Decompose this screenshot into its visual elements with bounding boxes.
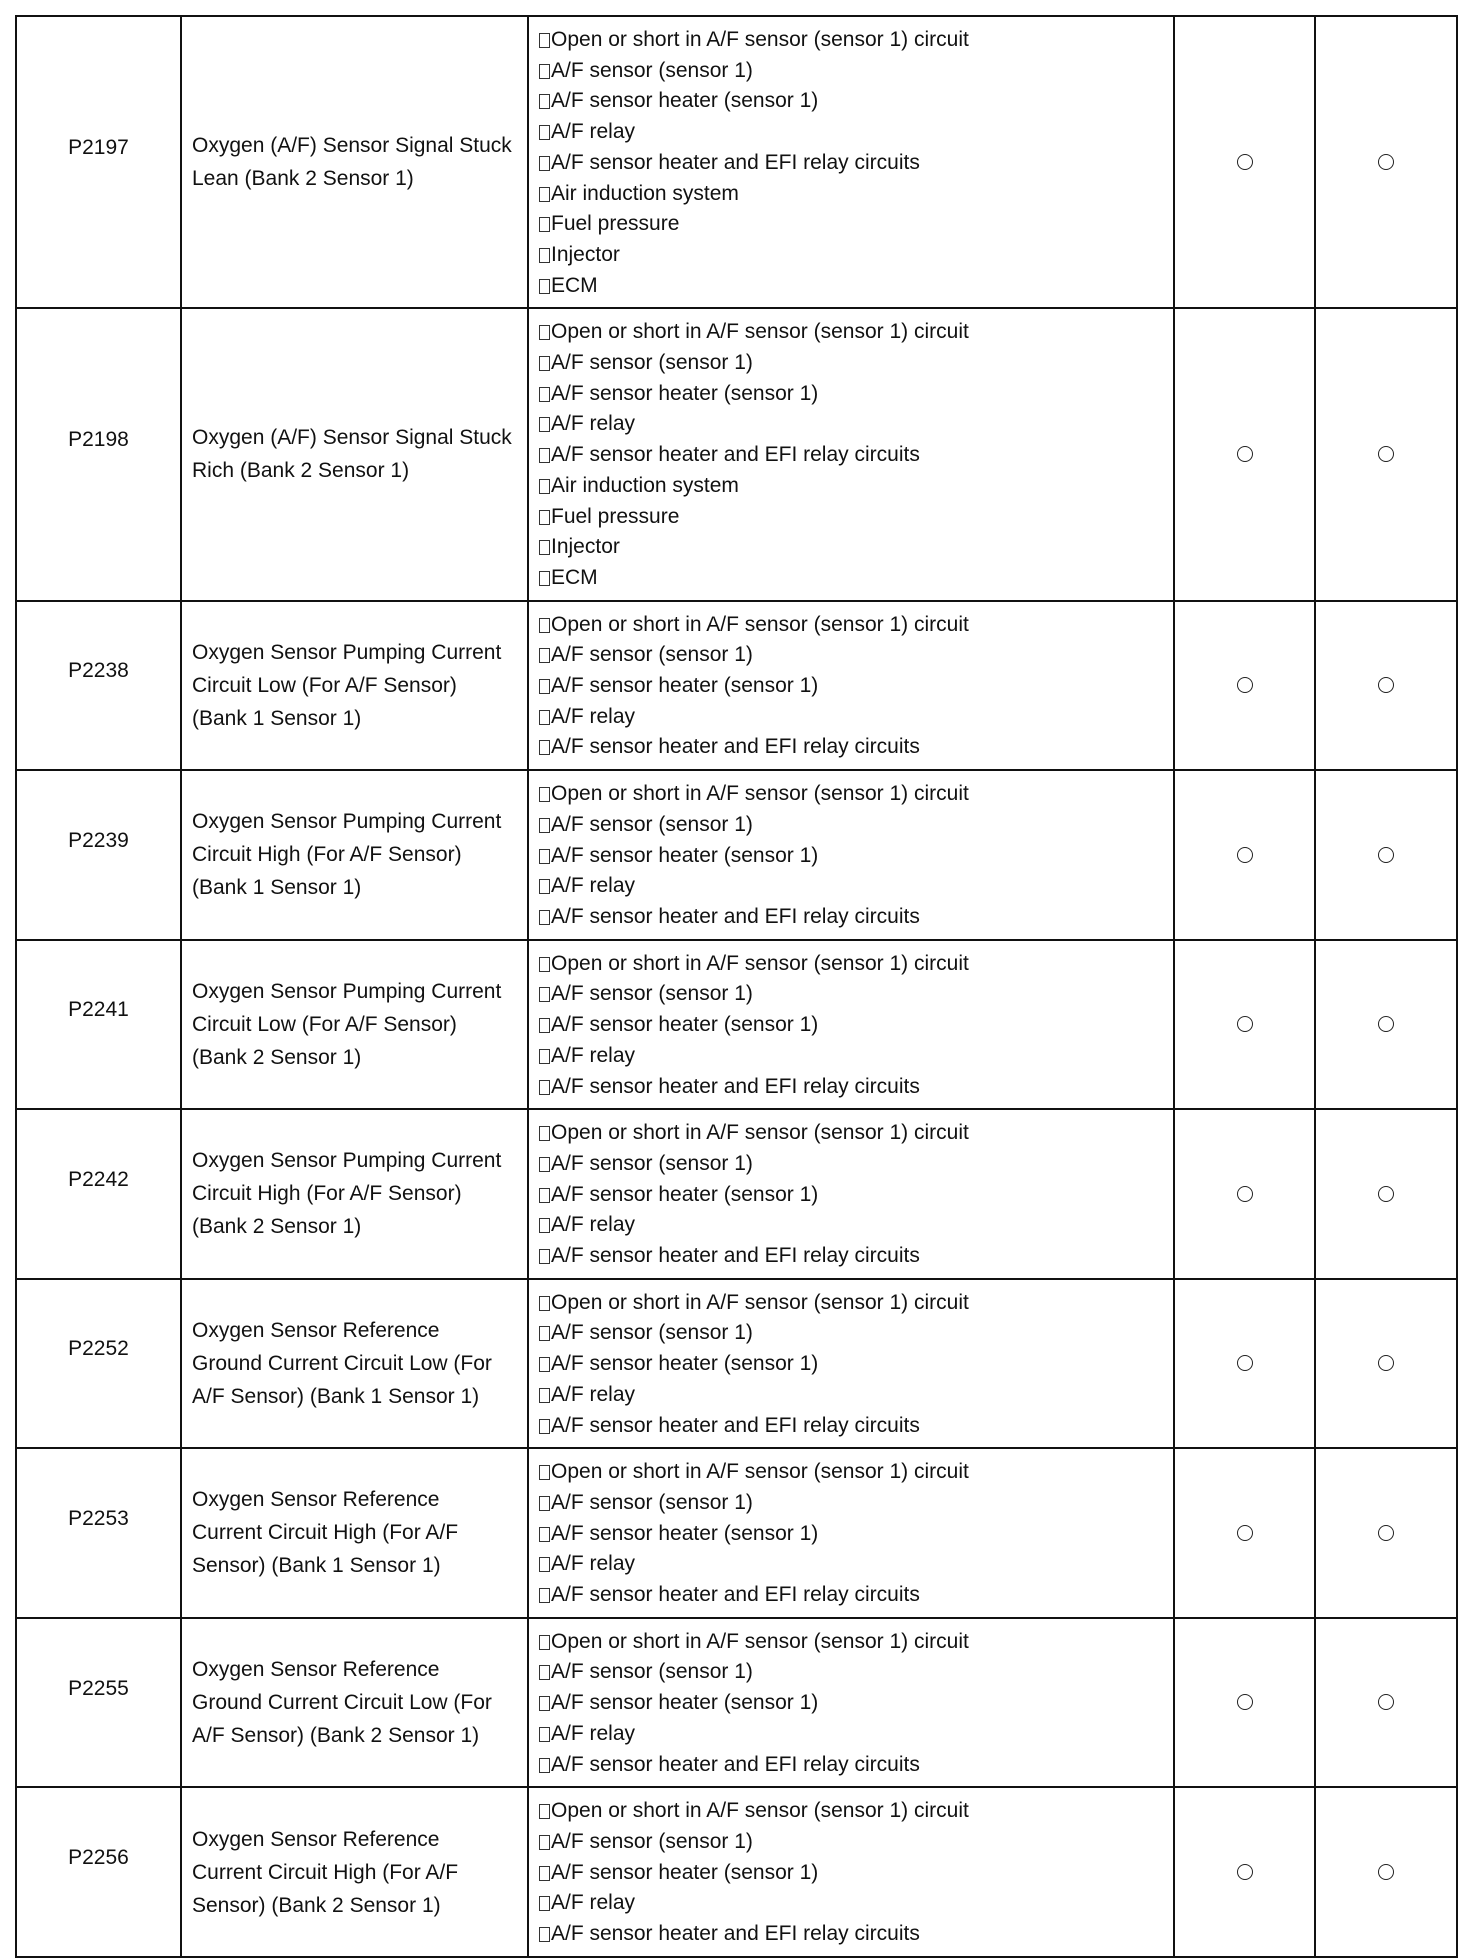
trouble-area-text: A/F sensor (sensor 1) xyxy=(551,982,753,1006)
list-item xyxy=(539,271,1169,302)
trouble-area-text: A/F relay xyxy=(551,874,636,898)
bullet-box-icon xyxy=(539,187,550,202)
memory-cell xyxy=(1315,940,1457,1110)
trouble-area-text: A/F sensor heater and EFI relay circuits xyxy=(551,1922,920,1946)
list-item xyxy=(539,1488,1169,1519)
trouble-area-text: Open or short in A/F sensor (sensor 1) circuit xyxy=(551,1460,969,1484)
list-item xyxy=(539,1072,1169,1103)
list-item xyxy=(539,240,1169,271)
trouble-area-text: A/F sensor (sensor 1) xyxy=(551,58,753,82)
table-row xyxy=(16,940,1457,1110)
circle-icon xyxy=(1237,1864,1253,1880)
trouble-area-list xyxy=(539,1457,1169,1611)
bullet-box-icon xyxy=(539,279,550,294)
bullet-box-icon xyxy=(539,387,550,402)
list-item xyxy=(539,1750,1169,1781)
list-item xyxy=(539,779,1169,810)
trouble-area-text: A/F sensor heater and EFI relay circuits xyxy=(551,1074,920,1098)
list-item xyxy=(539,702,1169,733)
dtc-table-body xyxy=(16,16,1457,1957)
dtc-table xyxy=(15,15,1458,1958)
trouble-area-text: A/F relay xyxy=(551,1382,636,1406)
bullet-box-icon xyxy=(539,1866,550,1881)
circle-icon xyxy=(1378,1525,1394,1541)
trouble-area-text: A/F sensor heater and EFI relay circuits xyxy=(551,1413,920,1437)
bullet-box-icon xyxy=(539,1018,550,1033)
detection-item: Oxygen Sensor Pumping Current Circuit Low (For A/F Sensor) (Bank 2 Sensor 1) xyxy=(181,940,528,1110)
trouble-area-text: A/F sensor heater (sensor 1) xyxy=(551,1013,819,1037)
list-item xyxy=(539,902,1169,933)
trouble-area-text: A/F sensor heater (sensor 1) xyxy=(551,843,819,867)
trouble-area-text: Fuel pressure xyxy=(551,504,680,528)
trouble-area-text: A/F sensor heater and EFI relay circuits xyxy=(551,150,920,174)
memory-cell xyxy=(1315,1448,1457,1618)
trouble-area-text: Open or short in A/F sensor (sensor 1) circuit xyxy=(551,782,969,806)
dtc-code: P2197 xyxy=(16,16,181,308)
trouble-area-text: Open or short in A/F sensor (sensor 1) circuit xyxy=(551,1629,969,1653)
detection-item: Oxygen (A/F) Sensor Signal Stuck Lean (Bank 2 Sensor 1) xyxy=(181,16,528,308)
trouble-area-list xyxy=(539,779,1169,933)
trouble-area-text: Fuel pressure xyxy=(551,212,680,236)
bullet-box-icon xyxy=(539,94,550,109)
mil-cell xyxy=(1174,16,1315,308)
trouble-area-text: A/F sensor heater (sensor 1) xyxy=(551,674,819,698)
circle-icon xyxy=(1237,446,1253,462)
detection-item: Oxygen Sensor Reference Current Circuit High (For A/F Sensor) (Bank 2 Sensor 1) xyxy=(181,1787,528,1957)
list-item xyxy=(539,1657,1169,1688)
trouble-area-text: A/F sensor heater and EFI relay circuits xyxy=(551,735,920,759)
list-item xyxy=(539,1549,1169,1580)
circle-icon xyxy=(1378,154,1394,170)
dtc-code: P2255 xyxy=(16,1618,181,1788)
circle-icon xyxy=(1378,847,1394,863)
mil-cell xyxy=(1174,601,1315,771)
bullet-box-icon xyxy=(539,648,550,663)
bullet-box-icon xyxy=(539,818,550,833)
trouble-area-text: A/F sensor (sensor 1) xyxy=(551,1660,753,1684)
detection-item: Oxygen Sensor Pumping Current Circuit Low (For A/F Sensor) (Bank 1 Sensor 1) xyxy=(181,601,528,771)
circle-icon xyxy=(1378,1864,1394,1880)
table-row xyxy=(16,601,1457,771)
memory-cell xyxy=(1315,1109,1457,1279)
mil-cell xyxy=(1174,940,1315,1110)
trouble-area-list xyxy=(539,1627,1169,1781)
list-item xyxy=(539,25,1169,56)
trouble-area-text: A/F relay xyxy=(551,1891,636,1915)
list-item xyxy=(539,563,1169,594)
detection-item: Oxygen Sensor Pumping Current Circuit High (For A/F Sensor) (Bank 1 Sensor 1) xyxy=(181,770,528,940)
list-item xyxy=(539,1010,1169,1041)
memory-cell xyxy=(1315,308,1457,600)
trouble-area-list xyxy=(539,610,1169,764)
trouble-area-text: Open or short in A/F sensor (sensor 1) circuit xyxy=(551,951,969,975)
detection-item: Oxygen Sensor Reference Current Circuit High (For A/F Sensor) (Bank 1 Sensor 1) xyxy=(181,1448,528,1618)
bullet-box-icon xyxy=(539,710,550,725)
bullet-box-icon xyxy=(539,1896,550,1911)
trouble-area-text: A/F sensor heater and EFI relay circuits xyxy=(551,1752,920,1776)
trouble-area-text: ECM xyxy=(551,273,598,297)
table-row xyxy=(16,1618,1457,1788)
memory-cell xyxy=(1315,1618,1457,1788)
list-item xyxy=(539,1719,1169,1750)
trouble-area-text: Air induction system xyxy=(551,181,739,205)
list-item xyxy=(539,1919,1169,1950)
trouble-area-text: A/F sensor heater and EFI relay circuits xyxy=(551,443,920,467)
bullet-box-icon xyxy=(539,618,550,633)
list-item xyxy=(539,1688,1169,1719)
detection-item: Oxygen Sensor Pumping Current Circuit High (For A/F Sensor) (Bank 2 Sensor 1) xyxy=(181,1109,528,1279)
dtc-code: P2253 xyxy=(16,1448,181,1618)
trouble-area-text: A/F sensor (sensor 1) xyxy=(551,351,753,375)
dtc-code: P2198 xyxy=(16,308,181,600)
bullet-box-icon xyxy=(539,540,550,555)
table-row xyxy=(16,1109,1457,1279)
bullet-box-icon xyxy=(539,1357,550,1372)
detection-item: Oxygen Sensor Reference Ground Current Circuit Low (For A/F Sensor) (Bank 1 Sensor 1) xyxy=(181,1279,528,1449)
memory-cell xyxy=(1315,1279,1457,1449)
bullet-box-icon xyxy=(539,957,550,972)
list-item xyxy=(539,732,1169,763)
circle-icon xyxy=(1237,1694,1253,1710)
circle-icon xyxy=(1237,154,1253,170)
list-item xyxy=(539,317,1169,348)
list-item xyxy=(539,379,1169,410)
trouble-area-text: A/F sensor (sensor 1) xyxy=(551,1829,753,1853)
mil-cell xyxy=(1174,308,1315,600)
list-item xyxy=(539,979,1169,1010)
trouble-area-text: A/F sensor heater (sensor 1) xyxy=(551,1691,819,1715)
list-item xyxy=(539,949,1169,980)
bullet-box-icon xyxy=(539,356,550,371)
trouble-area xyxy=(528,1448,1174,1618)
bullet-box-icon xyxy=(539,1835,550,1850)
list-item xyxy=(539,1519,1169,1550)
list-item xyxy=(539,502,1169,533)
trouble-area xyxy=(528,940,1174,1110)
circle-icon xyxy=(1237,1016,1253,1032)
detection-item: Oxygen (A/F) Sensor Signal Stuck Rich (Bank 2 Sensor 1) xyxy=(181,308,528,600)
list-item xyxy=(539,610,1169,641)
list-item xyxy=(539,1288,1169,1319)
list-item xyxy=(539,1827,1169,1858)
bullet-box-icon xyxy=(539,248,550,263)
trouble-area-list xyxy=(539,25,1169,301)
list-item xyxy=(539,1180,1169,1211)
list-item xyxy=(539,671,1169,702)
trouble-area-text: A/F relay xyxy=(551,1213,636,1237)
bullet-box-icon xyxy=(539,1126,550,1141)
trouble-area-text: A/F sensor (sensor 1) xyxy=(551,1151,753,1175)
circle-icon xyxy=(1378,446,1394,462)
bullet-box-icon xyxy=(539,1527,550,1542)
table-row xyxy=(16,770,1457,940)
trouble-area-text: A/F sensor heater and EFI relay circuits xyxy=(551,1583,920,1607)
trouble-area-text: Injector xyxy=(551,535,620,559)
dtc-code: P2239 xyxy=(16,770,181,940)
bullet-box-icon xyxy=(539,125,550,140)
trouble-area-text: A/F sensor heater and EFI relay circuits xyxy=(551,1244,920,1268)
trouble-area-text: Open or short in A/F sensor (sensor 1) circuit xyxy=(551,612,969,636)
bullet-box-icon xyxy=(539,1804,550,1819)
trouble-area-list xyxy=(539,317,1169,593)
bullet-box-icon xyxy=(539,1635,550,1650)
circle-icon xyxy=(1378,1186,1394,1202)
trouble-area-text: A/F relay xyxy=(551,1721,636,1745)
trouble-area-text: A/F sensor heater (sensor 1) xyxy=(551,1521,819,1545)
mil-cell xyxy=(1174,1279,1315,1449)
list-item xyxy=(539,1858,1169,1889)
bullet-box-icon xyxy=(539,1419,550,1434)
trouble-area-text: A/F sensor (sensor 1) xyxy=(551,1490,753,1514)
circle-icon xyxy=(1378,1355,1394,1371)
trouble-area xyxy=(528,1109,1174,1279)
trouble-area-text: A/F sensor (sensor 1) xyxy=(551,643,753,667)
bullet-box-icon xyxy=(539,1049,550,1064)
bullet-box-icon xyxy=(539,1249,550,1264)
table-row xyxy=(16,1448,1457,1618)
mil-cell xyxy=(1174,1448,1315,1618)
list-item xyxy=(539,1149,1169,1180)
bullet-box-icon xyxy=(539,1927,550,1942)
list-item xyxy=(539,1210,1169,1241)
trouble-area-text: Open or short in A/F sensor (sensor 1) circuit xyxy=(551,28,969,51)
trouble-area xyxy=(528,1618,1174,1788)
list-item xyxy=(539,810,1169,841)
trouble-area-text: A/F relay xyxy=(551,1043,636,1067)
trouble-area-text: A/F sensor heater (sensor 1) xyxy=(551,381,819,405)
circle-icon xyxy=(1378,1016,1394,1032)
bullet-box-icon xyxy=(539,64,550,79)
trouble-area-text: A/F sensor (sensor 1) xyxy=(551,1321,753,1345)
circle-icon xyxy=(1237,1186,1253,1202)
list-item xyxy=(539,148,1169,179)
trouble-area-text: Air induction system xyxy=(551,473,739,497)
trouble-area-text: A/F relay xyxy=(551,1552,636,1576)
table-row xyxy=(16,1787,1457,1957)
bullet-box-icon xyxy=(539,1557,550,1572)
circle-icon xyxy=(1237,1525,1253,1541)
circle-icon xyxy=(1237,847,1253,863)
bullet-box-icon xyxy=(539,448,550,463)
bullet-box-icon xyxy=(539,987,550,1002)
bullet-box-icon xyxy=(539,1188,550,1203)
list-item xyxy=(539,209,1169,240)
trouble-area-text: Injector xyxy=(551,242,620,266)
detection-item: Oxygen Sensor Reference Ground Current Circuit Low (For A/F Sensor) (Bank 2 Sensor 1) xyxy=(181,1618,528,1788)
bullet-box-icon xyxy=(539,479,550,494)
memory-cell xyxy=(1315,770,1457,940)
memory-cell xyxy=(1315,1787,1457,1957)
bullet-box-icon xyxy=(539,679,550,694)
trouble-area xyxy=(528,308,1174,600)
bullet-box-icon xyxy=(539,1080,550,1095)
list-item xyxy=(539,871,1169,902)
memory-cell xyxy=(1315,601,1457,771)
bullet-box-icon xyxy=(539,1296,550,1311)
trouble-area-text: A/F sensor heater (sensor 1) xyxy=(551,1182,819,1206)
dtc-code: P2238 xyxy=(16,601,181,771)
list-item xyxy=(539,1411,1169,1442)
list-item xyxy=(539,409,1169,440)
bullet-box-icon xyxy=(539,1665,550,1680)
table-row xyxy=(16,308,1457,600)
dtc-code: P2242 xyxy=(16,1109,181,1279)
list-item xyxy=(539,1118,1169,1149)
table-row xyxy=(16,1279,1457,1449)
trouble-area-list xyxy=(539,1288,1169,1442)
list-item xyxy=(539,1457,1169,1488)
bullet-box-icon xyxy=(539,1696,550,1711)
circle-icon xyxy=(1237,1355,1253,1371)
dtc-code: P2252 xyxy=(16,1279,181,1449)
bullet-box-icon xyxy=(539,849,550,864)
list-item xyxy=(539,1380,1169,1411)
circle-icon xyxy=(1378,677,1394,693)
list-item xyxy=(539,179,1169,210)
list-item xyxy=(539,1888,1169,1919)
trouble-area xyxy=(528,601,1174,771)
bullet-box-icon xyxy=(539,33,550,48)
mil-cell xyxy=(1174,1787,1315,1957)
trouble-area-text: A/F sensor heater and EFI relay circuits xyxy=(551,904,920,928)
trouble-area-text: ECM xyxy=(551,565,598,589)
bullet-box-icon xyxy=(539,417,550,432)
list-item xyxy=(539,86,1169,117)
list-item xyxy=(539,1627,1169,1658)
table-row xyxy=(16,16,1457,308)
list-item xyxy=(539,56,1169,87)
bullet-box-icon xyxy=(539,156,550,171)
circle-icon xyxy=(1378,1694,1394,1710)
trouble-area-text: A/F relay xyxy=(551,120,636,144)
bullet-box-icon xyxy=(539,1758,550,1773)
trouble-area-text: Open or short in A/F sensor (sensor 1) circuit xyxy=(551,320,969,344)
memory-cell xyxy=(1315,16,1457,308)
bullet-box-icon xyxy=(539,1157,550,1172)
trouble-area-list xyxy=(539,1796,1169,1950)
bullet-box-icon xyxy=(539,787,550,802)
bullet-box-icon xyxy=(539,910,550,925)
trouble-area-text: A/F sensor heater (sensor 1) xyxy=(551,89,819,113)
dtc-code: P2256 xyxy=(16,1787,181,1957)
list-item xyxy=(539,1580,1169,1611)
list-item xyxy=(539,841,1169,872)
trouble-area xyxy=(528,1279,1174,1449)
trouble-area-list xyxy=(539,949,1169,1103)
circle-icon xyxy=(1237,677,1253,693)
trouble-area-text: A/F relay xyxy=(551,412,636,436)
bullet-box-icon xyxy=(539,879,550,894)
trouble-area-text: A/F sensor heater (sensor 1) xyxy=(551,1352,819,1376)
trouble-area-text: Open or short in A/F sensor (sensor 1) circuit xyxy=(551,1290,969,1314)
mil-cell xyxy=(1174,770,1315,940)
bullet-box-icon xyxy=(539,1326,550,1341)
trouble-area-text: A/F sensor (sensor 1) xyxy=(551,812,753,836)
trouble-area-text: Open or short in A/F sensor (sensor 1) circuit xyxy=(551,1799,969,1823)
list-item xyxy=(539,1796,1169,1827)
list-item xyxy=(539,532,1169,563)
list-item xyxy=(539,117,1169,148)
list-item xyxy=(539,348,1169,379)
bullet-box-icon xyxy=(539,510,550,525)
list-item xyxy=(539,440,1169,471)
list-item xyxy=(539,1318,1169,1349)
trouble-area-text: A/F relay xyxy=(551,704,636,728)
bullet-box-icon xyxy=(539,1218,550,1233)
bullet-box-icon xyxy=(539,1496,550,1511)
trouble-area xyxy=(528,16,1174,308)
list-item xyxy=(539,1041,1169,1072)
list-item xyxy=(539,640,1169,671)
bullet-box-icon xyxy=(539,1588,550,1603)
mil-cell xyxy=(1174,1618,1315,1788)
bullet-box-icon xyxy=(539,1388,550,1403)
trouble-area xyxy=(528,770,1174,940)
list-item xyxy=(539,1241,1169,1272)
trouble-area-text: A/F sensor heater (sensor 1) xyxy=(551,1860,819,1884)
mil-cell xyxy=(1174,1109,1315,1279)
trouble-area-list xyxy=(539,1118,1169,1272)
list-item xyxy=(539,1349,1169,1380)
trouble-area-text: Open or short in A/F sensor (sensor 1) circuit xyxy=(551,1121,969,1145)
trouble-area xyxy=(528,1787,1174,1957)
bullet-box-icon xyxy=(539,740,550,755)
bullet-box-icon xyxy=(539,217,550,232)
bullet-box-icon xyxy=(539,325,550,340)
dtc-code: P2241 xyxy=(16,940,181,1110)
list-item xyxy=(539,471,1169,502)
bullet-box-icon xyxy=(539,1727,550,1742)
bullet-box-icon xyxy=(539,1465,550,1480)
bullet-box-icon xyxy=(539,571,550,586)
